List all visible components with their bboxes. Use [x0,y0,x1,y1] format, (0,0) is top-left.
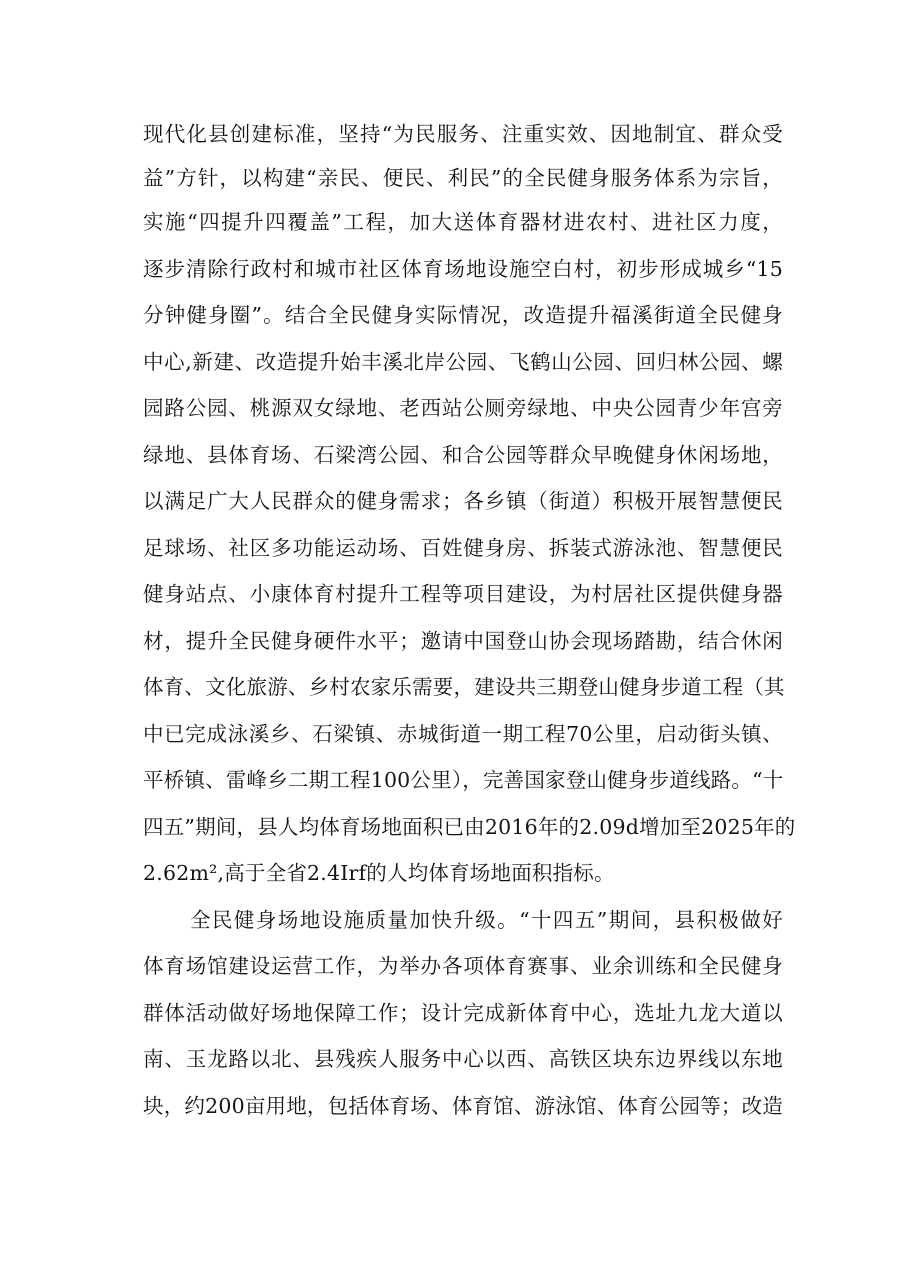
paragraph-1-line-17: 2.62m²,高于全省2.4Irf的人均体育场地面积指标。 [143,861,615,885]
paragraph-2-line-4: 南、玉龙路以北、县残疾人服务中心以西、高铁区块东边界线以东地 [143,1047,783,1071]
paragraph-2-line-2: 体育场馆建设运营工作，为举办各项体育赛事、业余训练和全民健身 [143,954,783,978]
paragraph-1-line-14: 中已完成泳溪乡、石梁镇、赤城街道一期工程70公里，启动街头镇、 [143,722,783,746]
paragraph-1-line-7: 园路公园、桃源双女绿地、老西站公厕旁绿地、中央公园青少年宫旁 [143,396,783,420]
paragraph-2-line-3: 群体活动做好场地保障工作；设计完成新体育中心，选址九龙大道以 [143,1001,783,1025]
paragraph-2-line-5: 块，约200亩用地，包括体育场、体育馆、游泳馆、体育公园等；改造 [143,1094,784,1118]
paragraph-1-line-16: 四五”期间，县人均体育场地面积已由2016年的2.09d增加至2025年的 [143,815,796,839]
paragraph-1-line-1: 现代化县创建标准，坚持“为民服务、注重实效、因地制宜、群众受 [143,122,783,146]
paragraph-2-line-1: 全民健身场地设施质量加快升级。“十四五”期间，县积极做好 [190,908,783,932]
paragraph-1-line-11: 健身站点、小康体育村提升工程等项目建设，为村居社区提供健身器 [143,582,783,606]
paragraph-1-line-10: 足球场、社区多功能运动场、百姓健身房、拆装式游泳池、智慧便民 [143,536,783,560]
paragraph-1-line-5: 分钟健身圈”。结合全民健身实际情况，改造提升福溪街道全民健身 [143,303,783,327]
paragraph-1-line-12: 材，提升全民健身硬件水平；邀请中国登山协会现场踏勘，结合休闲 [143,629,783,653]
paragraph-1-line-4: 逐步清除行政村和城市社区体育场地设施空白村，初步形成城乡“15 [143,257,783,281]
paragraph-1-line-13: 体育、文化旅游、乡村农家乐需要，建设共三期登山健身步道工程（其 [143,675,785,699]
paragraph-1-line-6: 中心,新建、改造提升始丰溪北岸公园、飞鹤山公园、回归林公园、螺 [143,350,783,374]
paragraph-1-line-3: 实施“四提升四覆盖”工程，加大送体育器材进农村、进社区力度， [143,210,783,234]
paragraph-1-line-15: 平桥镇、雷峰乡二期工程100公里），完善国家登山健身步道线路。“十 [143,768,784,792]
paragraph-1-line-2: 益”方针，以构建“亲民、便民、利民”的全民健身服务体系为宗旨， [143,166,783,190]
paragraph-1-line-9: 以满足广大人民群众的健身需求；各乡镇（街道）积极开展智慧便民 [143,489,783,513]
paragraph-1-line-8: 绿地、县体育场、石梁湾公园、和合公园等群众早晚健身休闲场地， [143,443,783,467]
